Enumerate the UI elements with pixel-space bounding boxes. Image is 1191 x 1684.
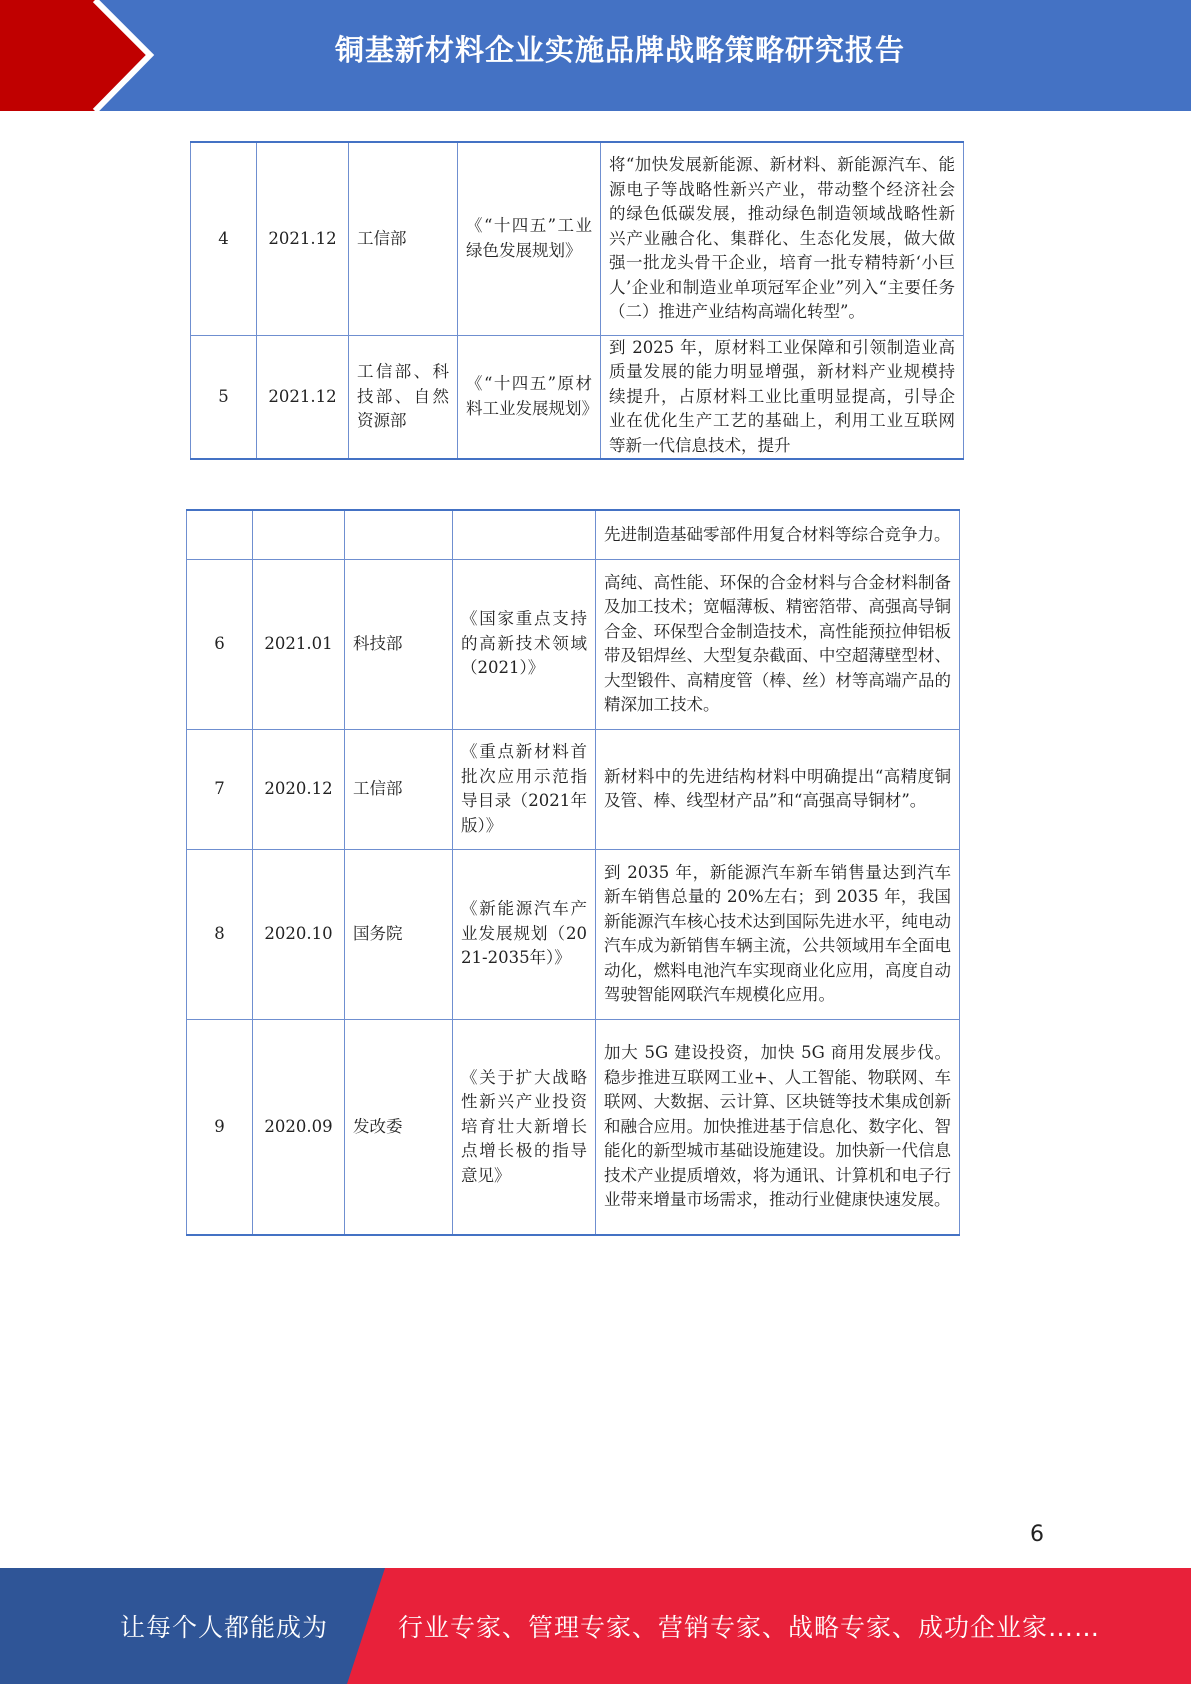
row-content: 加大 5G 建设投资，加快 5G 商用发展步伐。稳步推进互联网工业+、人工智能、物联网、车联网、大数据、云计算、区块链等技术集成创新和融合应用。加快推进基于信息化、数字化、智能化的新型城市基础设施建设。加快新一代信息技术产业提质增效，将为通讯、计算机和电子行业带来增量市场需求，推动行业健康快速发展。 xyxy=(596,1019,960,1235)
row-number: 4 xyxy=(191,142,257,335)
page-footer xyxy=(0,1568,1191,1684)
row-date xyxy=(253,510,345,559)
row-content: 新材料中的先进结构材料中明确提出“高精度铜及管、棒、线型材产品”和“高强高导铜材”。 xyxy=(596,729,960,849)
row-date: 2021.12 xyxy=(257,142,349,335)
row-document: 《新能源汽车产业发展规划（2021-2035年）》 xyxy=(453,849,596,1019)
row-date: 2021.12 xyxy=(257,335,349,459)
header-red-chevron xyxy=(0,0,150,111)
row-number: 9 xyxy=(187,1019,253,1235)
row-department: 工信部 xyxy=(345,729,453,849)
row-document: 《“十四五”工业绿色发展规划》 xyxy=(458,142,601,335)
page-title: 铜基新材料企业实施品牌战略策略研究报告 xyxy=(334,33,905,67)
table-row xyxy=(187,1019,960,1235)
row-department: 工信部、科技部、自然资源部 xyxy=(349,335,458,459)
row-document: 《重点新材料首批次应用示范指导目录（2021年版）》 xyxy=(453,729,596,849)
row-content: 将“加快发展新能源、新材料、新能源汽车、能源电子等战略性新兴产业，带动整个经济社会的绿色低碳发展，推动绿色制造领域战略性新兴产业融合化、集群化、生态化发展，做大做强一批龙头骨干企业，培育一批专精特新‘小巨人’企业和制造业单项冠军企业”列入“主要任务（二）推进产业结构高端化转型”。 xyxy=(601,142,964,335)
row-department: 国务院 xyxy=(345,849,453,1019)
row-document: 《“十四五”原材料工业发展规划》 xyxy=(458,335,601,459)
row-content: 到 2025 年，原材料工业保障和引领制造业高质量发展的能力明显增强，新材料产业规模持续提升，占原材料工业比重明显提高，引导企业在优化生产工艺的基础上，利用工业互联网等新一代信息技术，提升 xyxy=(601,335,964,459)
row-department: 科技部 xyxy=(345,559,453,729)
page-number: 6 xyxy=(1030,1522,1044,1547)
row-department: 发改委 xyxy=(345,1019,453,1235)
row-number: 8 xyxy=(187,849,253,1019)
table-row xyxy=(191,335,964,459)
table-row xyxy=(187,849,960,1019)
row-content: 到 2035 年，新能源汽车新车销售量达到汽车新车销售总量的 20%左右；到 2035 年，我国新能源汽车核心技术达到国际先进水平，纯电动汽车成为新销售车辆主流，公共领域用车全面电动化，燃料电池汽车实现商业化应用，高度自动驾驶智能网联汽车规模化应用。 xyxy=(596,849,960,1019)
row-document xyxy=(453,510,596,559)
page-header xyxy=(0,0,1191,111)
row-date: 2020.12 xyxy=(253,729,345,849)
footer-slogan-right: 行业专家、管理专家、营销专家、战略专家、成功企业家…… xyxy=(398,1613,1101,1642)
row-content: 先进制造基础零部件用复合材料等综合竞争力。 xyxy=(596,510,960,559)
row-date: 2021.01 xyxy=(253,559,345,729)
table-row xyxy=(187,559,960,729)
row-document: 《关于扩大战略性新兴产业投资培育壮大新增长点增长极的指导意见》 xyxy=(453,1019,596,1235)
row-document: 《国家重点支持的高新技术领域（2021）》 xyxy=(453,559,596,729)
row-number xyxy=(187,510,253,559)
table-row xyxy=(191,142,964,335)
row-date: 2020.09 xyxy=(253,1019,345,1235)
row-number: 6 xyxy=(187,559,253,729)
table-row xyxy=(187,729,960,849)
policy-table-part-1 xyxy=(190,141,964,460)
policy-table-part-2 xyxy=(186,509,960,1236)
row-number: 7 xyxy=(187,729,253,849)
row-number: 5 xyxy=(191,335,257,459)
row-content: 高纯、高性能、环保的合金材料与合金材料制备及加工技术；宽幅薄板、精密箔带、高强高导铜合金、环保型合金制造技术，高性能预拉伸铝板带及铝焊丝、大型复杂截面、中空超薄壁型材、大型锻件、高精度管（棒、丝）材等高端产品的精深加工技术。 xyxy=(596,559,960,729)
table-row xyxy=(187,510,960,559)
footer-slogan-left: 让每个人都能成为 xyxy=(120,1613,329,1642)
row-date: 2020.10 xyxy=(253,849,345,1019)
row-department: 工信部 xyxy=(349,142,458,335)
row-department xyxy=(345,510,453,559)
